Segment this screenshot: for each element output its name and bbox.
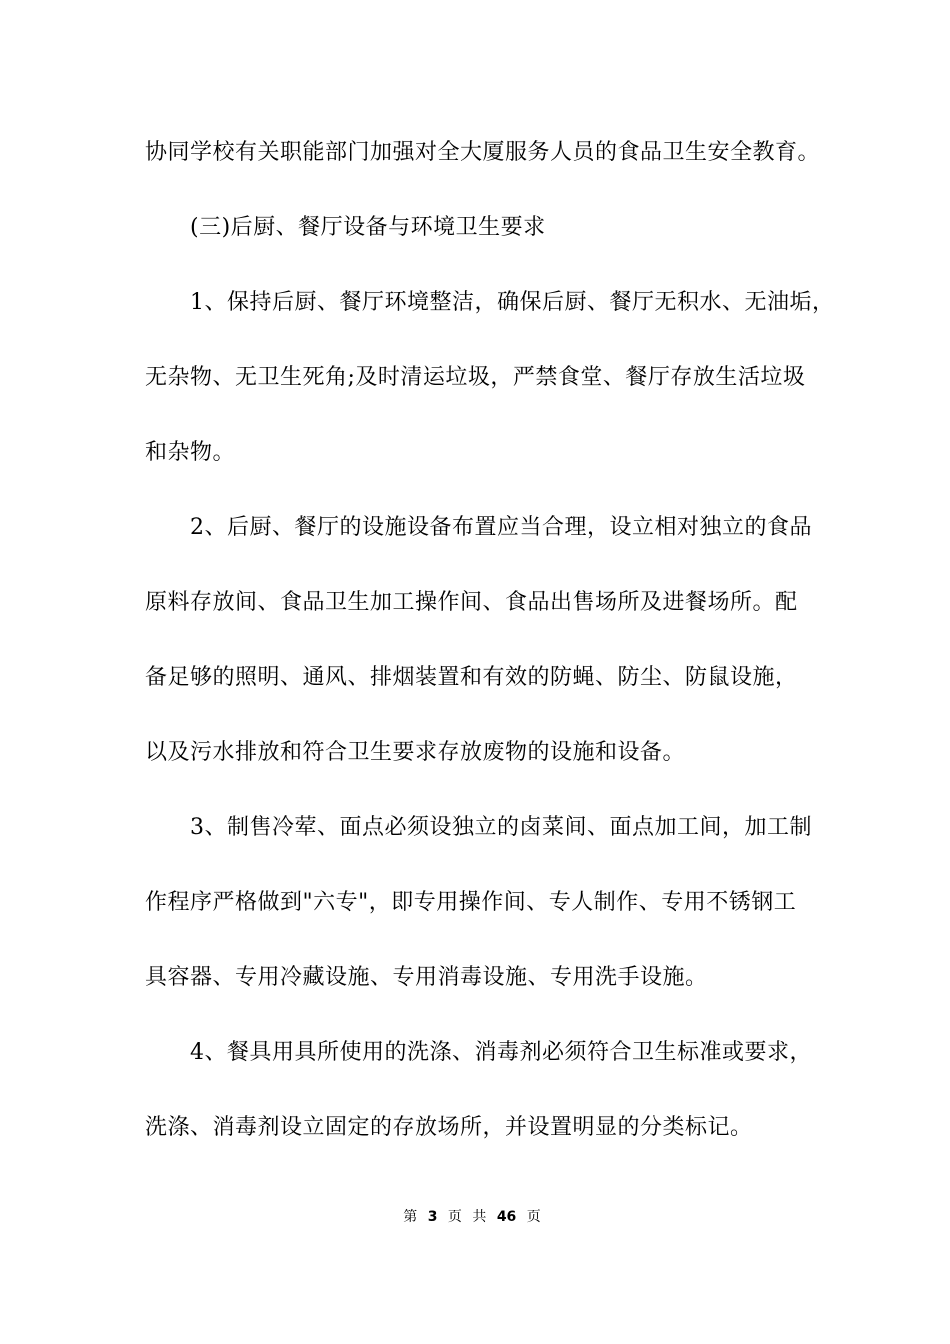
page-footer	[0, 1207, 950, 1227]
footer-suffix: 页	[526, 1209, 541, 1225]
section-heading: (三)后厨、餐厅设备与环境卫生要求	[190, 215, 546, 240]
text-line-12: 具容器、专用冷藏设施、专用消毒设施、专用洗手设施。	[145, 965, 708, 990]
text-line-3: 1、保持后厨、餐厅环境整洁，确保后厨、餐厅无积水、无油垢，	[190, 290, 835, 315]
text-line-7: 原料存放间、食品卫生加工操作间、食品出售场所及进餐场所。配	[145, 590, 798, 615]
footer-total-word: 共	[472, 1209, 487, 1225]
total-pages-number: 46	[496, 1209, 517, 1225]
footer-prefix: 第	[403, 1209, 418, 1225]
text-line-14: 洗涤、消毒剂设立固定的存放场所，并设置明显的分类标记。	[145, 1115, 753, 1140]
text-line-13: 4、餐具用具所使用的洗涤、消毒剂必须符合卫生标准或要求，	[190, 1040, 812, 1065]
current-page-number: 3	[427, 1209, 438, 1225]
footer-page-word: 页	[447, 1209, 462, 1225]
text-line-11: 作程序严格做到"六专"，即专用操作间、专人制作、专用不锈钢工	[145, 890, 797, 915]
text-line-4: 无杂物、无卫生死角;及时清运垃圾，严禁食堂、餐厅存放生活垃圾	[145, 365, 806, 390]
text-line-8: 备足够的照明、通风、排烟装置和有效的防蝇、防尘、防鼠设施，	[145, 665, 798, 690]
text-line-9: 以及污水排放和符合卫生要求存放废物的设施和设备。	[145, 740, 686, 765]
text-line-6: 2、后厨、餐厅的设施设备布置应当合理，设立相对独立的食品	[190, 515, 812, 540]
text-line-5: 和杂物。	[145, 440, 236, 465]
text-line-1: 协同学校有关职能部门加强对全大厦服务人员的食品卫生安全教育。	[145, 140, 821, 165]
text-line-10: 3、制售冷荤、面点必须设独立的卤菜间、面点加工间，加工制	[190, 815, 812, 840]
